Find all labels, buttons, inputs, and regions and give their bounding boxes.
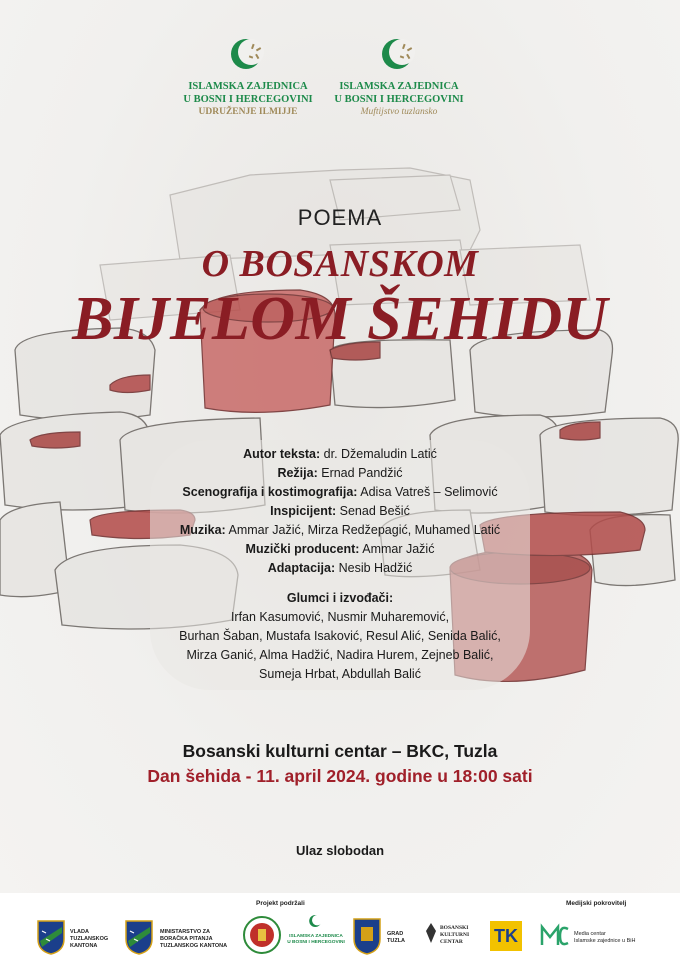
cast-list	[120, 608, 560, 684]
crescent-star-icon	[379, 34, 419, 74]
credit-names: Ammar Jažić, Mirza Redžepagić, Muhamed Latić	[228, 523, 501, 537]
credit-role: Adaptacija:	[267, 561, 336, 575]
credit-role: Muzika:	[179, 523, 226, 537]
credit-row	[100, 559, 580, 578]
crescent-star-icon	[228, 34, 268, 74]
logo-muftijstvo-tuzlansko	[324, 34, 474, 118]
cast-line: Irfan Kasumović, Nusmir Muharemović,	[230, 610, 450, 624]
credit-names: Nesib Hadžić	[338, 561, 413, 575]
round-seal-icon	[242, 915, 282, 960]
media-heading: Medijski pokrovitelj	[566, 900, 627, 907]
vlada-line: TUZLANSKOG	[70, 936, 109, 942]
poster-kicker: POEMA	[297, 205, 383, 230]
grad-line: TUZLA	[387, 938, 406, 944]
credit-row	[100, 540, 580, 559]
event-date: Dan šehida - 11. april 2024. godine u 18:00 sati	[147, 766, 533, 786]
cast-line: Burhan Šaban, Mustafa Isaković, Resul Alić, Senida Balić,	[179, 629, 501, 643]
org-subunit: UDRUŽENJE ILMIJJE	[198, 107, 298, 117]
ministarstvo-line: BORAČKA PITANJA	[160, 936, 213, 942]
credit-names: Adisa Vatreš – Selimović	[360, 485, 498, 499]
grad-line: GRAD	[387, 931, 404, 937]
vlada-line: KANTONA	[70, 943, 98, 949]
bkc-line: BOSANSKI	[440, 925, 469, 931]
ministarstvo-line: MINISTARSTVO ZA	[160, 929, 211, 935]
credit-role: Scenografija i kostimografija:	[182, 485, 358, 499]
vlada-line: VLADA	[70, 929, 89, 935]
ministarstvo-line: TUZLANSKOG KANTONA	[160, 943, 228, 949]
credit-names: dr. Džemaludin Latić	[323, 447, 437, 461]
credit-role: Režija:	[277, 466, 318, 480]
org-name-line1: ISLAMSKA ZAJEDNICA	[188, 81, 308, 92]
logo-udruzenje-ilmijje	[173, 34, 323, 118]
event-entry: Ulaz slobodan	[295, 843, 385, 858]
credit-row	[100, 483, 580, 502]
footer-sponsors	[0, 893, 680, 971]
org-subunit: Muftijstvo tuzlansko	[360, 107, 438, 117]
credit-row	[100, 521, 580, 540]
mc-line: Media centar	[574, 931, 606, 937]
tk-logo	[490, 921, 522, 951]
vlada-coat-of-arms-icon	[36, 919, 66, 960]
cast-line: Sumeja Hrbat, Abdullah Balić	[259, 667, 421, 681]
ministarstvo-coat-of-arms-icon	[124, 919, 154, 960]
tk-logo-text: TK	[494, 925, 518, 946]
credit-names: Senad Bešić	[339, 504, 410, 518]
bkc-line: CENTAR	[440, 939, 463, 945]
supporters-heading: Projekt podržali	[256, 900, 305, 907]
credit-role: Muzički producent:	[245, 542, 360, 556]
iz-small-line: ISLAMSKA ZAJEDNICA	[289, 934, 343, 939]
credits-list	[100, 445, 580, 578]
cast-heading: Glumci i izvođači:	[286, 591, 394, 605]
crescent-star-icon	[308, 913, 324, 929]
credit-row	[100, 445, 580, 464]
credit-names: Ernad Pandžić	[321, 466, 403, 480]
poster-title-line1: O BOSANSKOM	[201, 243, 479, 285]
mc-line: Islamske zajednice u BiH	[574, 938, 636, 944]
bkc-text	[440, 925, 469, 946]
media-centar-logo-icon	[540, 923, 570, 954]
iz-small-line: U BOSNI I HERCEGOVINI	[287, 940, 345, 945]
grad-text	[387, 931, 405, 945]
credit-names: Ammar Jažić	[362, 542, 435, 556]
bkc-line: KULTURNI	[440, 932, 470, 938]
iz-small-logo	[286, 913, 346, 946]
credit-row	[100, 464, 580, 483]
credit-role: Inspicijent:	[270, 504, 337, 518]
grad-tuzla-crest-icon	[352, 917, 382, 960]
ministarstvo-text	[160, 929, 227, 950]
event-venue: Bosanski kulturni centar – BKC, Tuzla	[182, 741, 498, 761]
credit-role: Autor teksta:	[243, 447, 321, 461]
media-centar-text	[574, 931, 635, 945]
vlada-text	[70, 929, 108, 950]
cast-line: Mirza Ganić, Alma Hadžić, Nadira Hurem, Zejneb Balić,	[186, 648, 494, 662]
org-name-line2: U BOSNI I HERCEGOVINI	[334, 94, 464, 105]
bkc-logo-icon	[424, 921, 438, 950]
org-name-line2: U BOSNI I HERCEGOVINI	[183, 94, 313, 105]
poster-title-line2: BIJELOM ŠEHIDU	[72, 285, 608, 353]
org-name-line1: ISLAMSKA ZAJEDNICA	[339, 81, 459, 92]
credit-row	[100, 502, 580, 521]
